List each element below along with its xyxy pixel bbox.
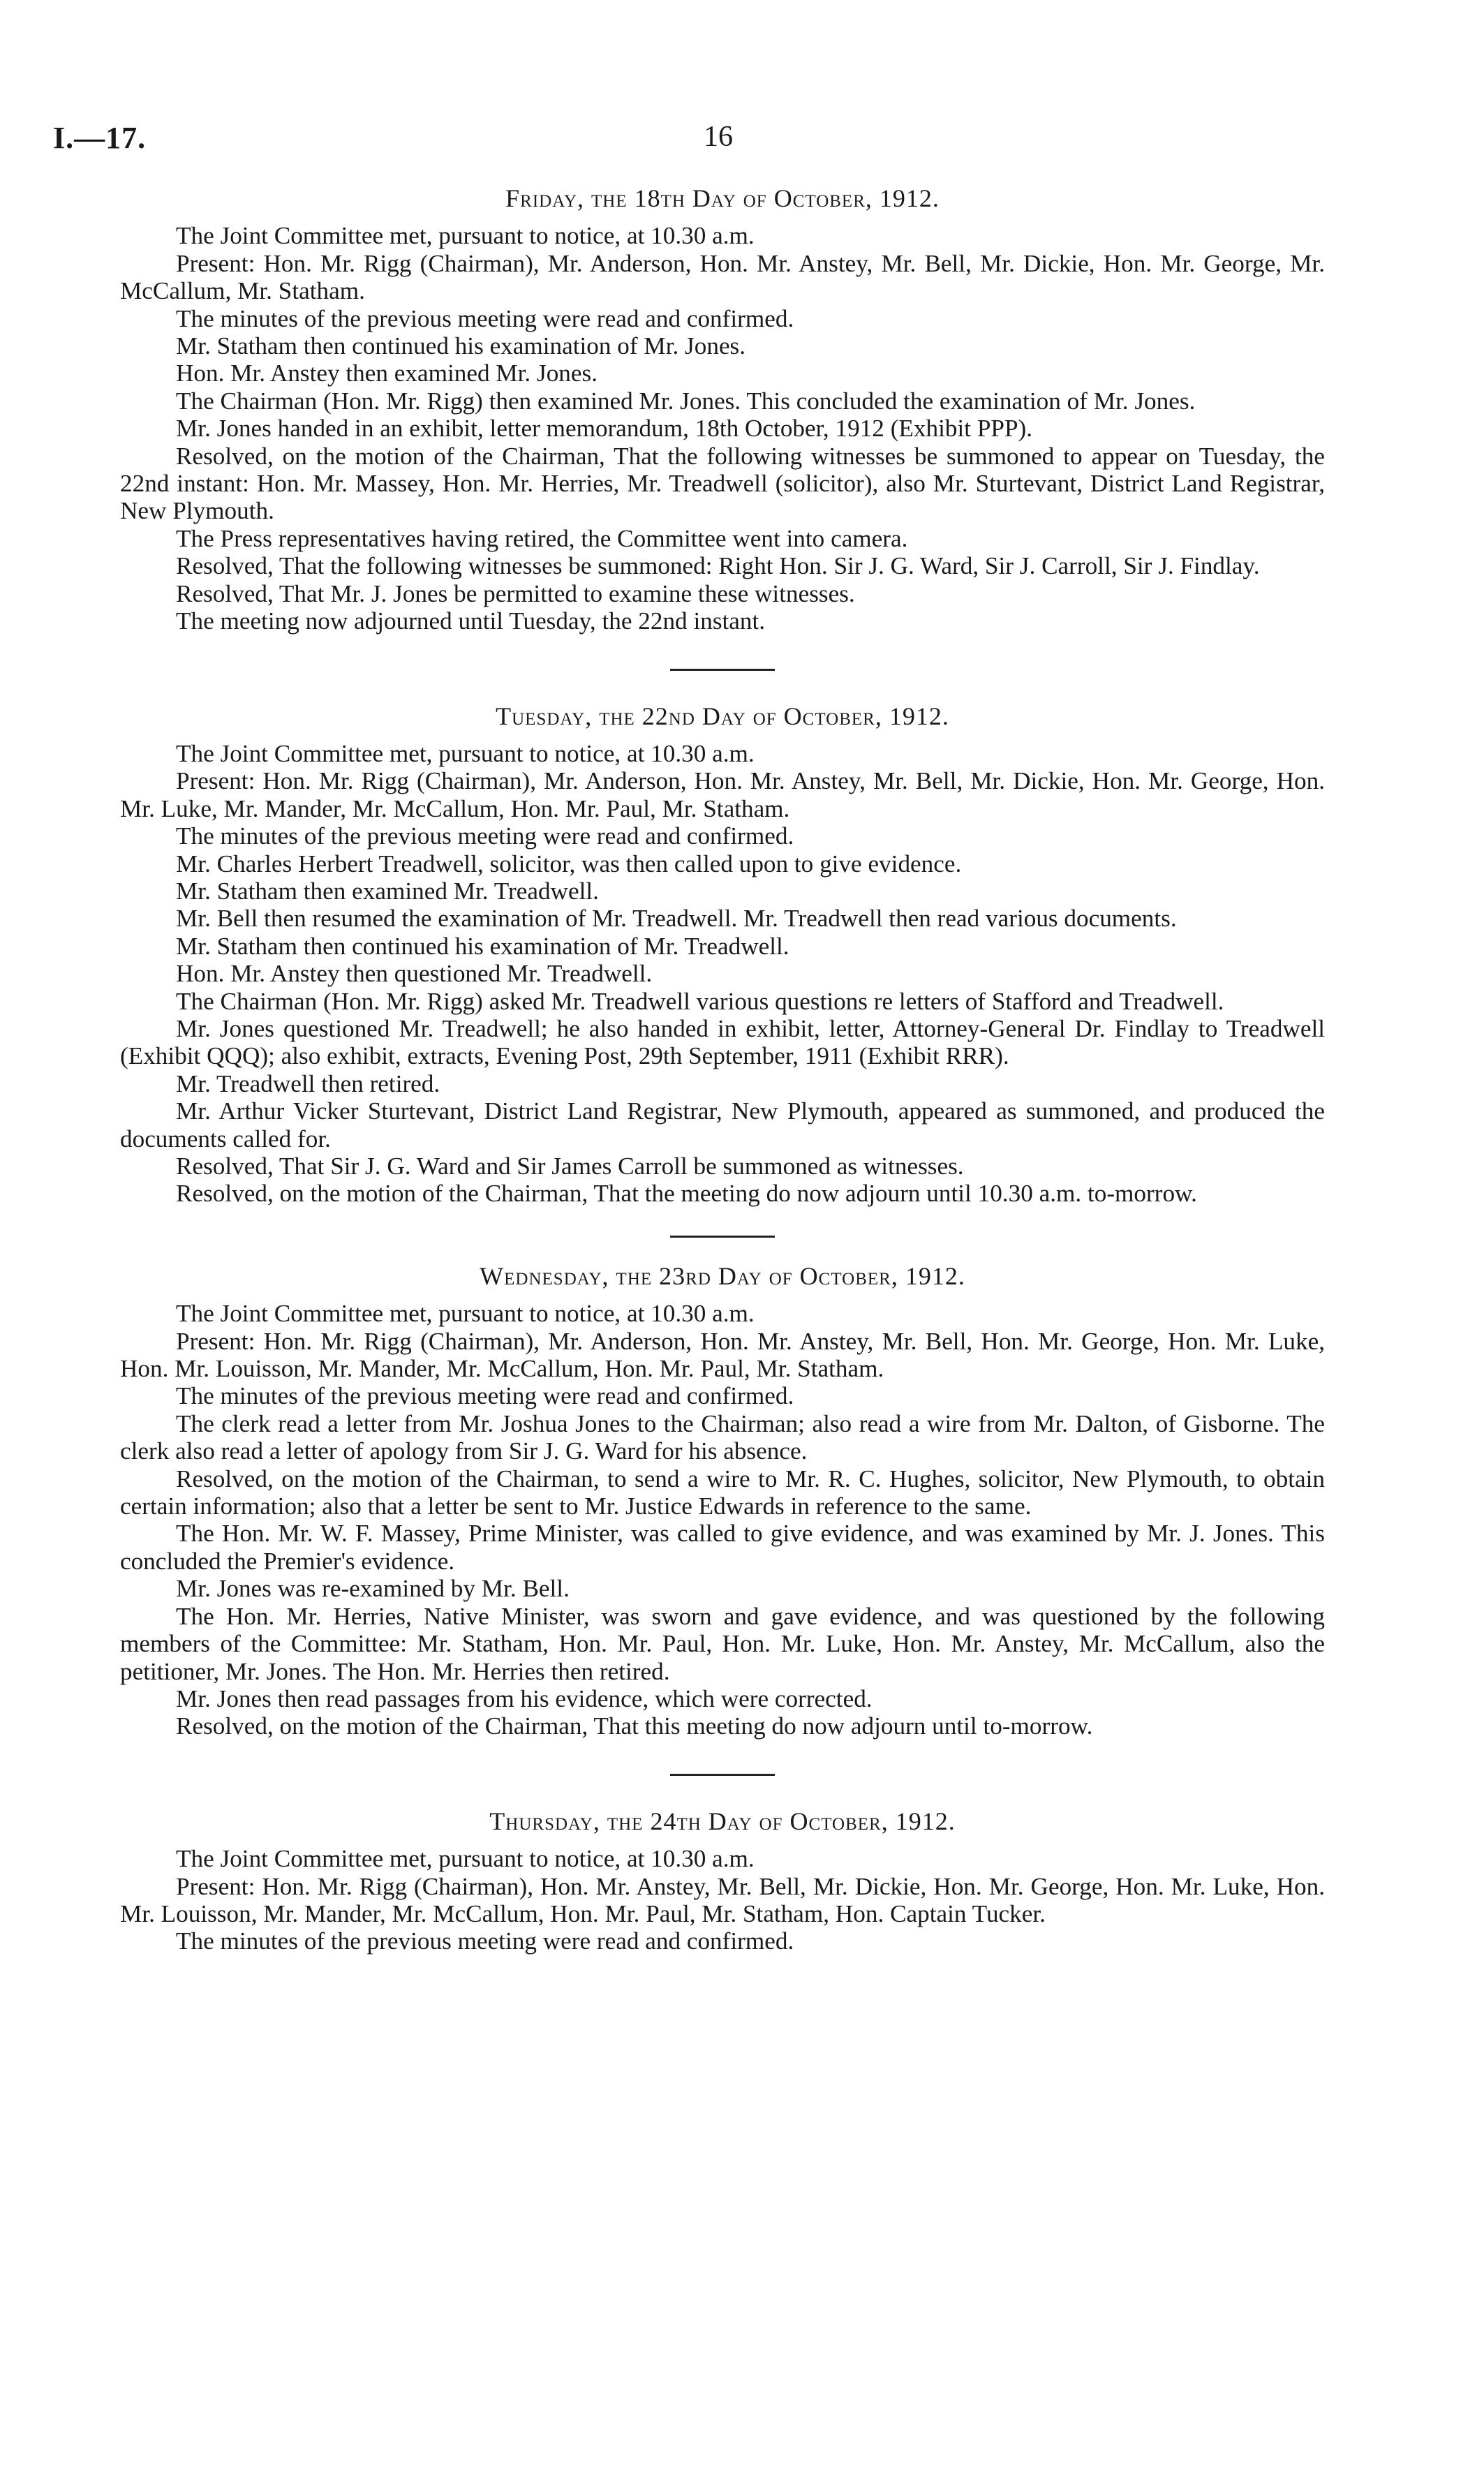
paragraph: The minutes of the previous meeting were read and confirmed. <box>176 1382 794 1410</box>
paragraph: The Joint Committee met, pursuant to notice, at 10.30 a.m. <box>176 1300 755 1328</box>
paragraph: The minutes of the previous meeting were read and confirmed. <box>176 1927 794 1955</box>
paragraph: Present: Hon. Mr. Rigg (Chairman), Mr. Anderson, Hon. Mr. Anstey, Mr. Bell, Hon. Mr. George, Hon. Mr. Luke, Hon. Mr. Louisson, Mr. Mander, Mr. McCallum, Hon. Mr. Paul, Mr. Statham. <box>120 1327 1325 1383</box>
paragraph: Resolved, on the motion of the Chairman, That the following witnesses be summoned to appear on Tuesday, the 22nd instant: Hon. Mr. Massey, Hon. Mr. Herries, Mr. Treadwell (solicitor), also Mr. Sturtevant, District Land Registrar, New Plymouth. <box>120 442 1325 525</box>
paragraph: The meeting now adjourned until Tuesday, the 22nd instant. <box>176 607 766 635</box>
paragraph: Resolved, on the motion of the Chairman, That the meeting do now adjourn until 10.30 a.m. to-morrow. <box>176 1180 1197 1208</box>
section-divider <box>670 1236 775 1238</box>
paragraph: Mr. Jones questioned Mr. Treadwell; he also handed in exhibit, letter, Attorney-General Dr. Findlay to Treadwell (Exhibit QQQ); also exhibit, extracts, Evening Post, 29th September, 1911 (Exhibit RRR). <box>120 1014 1325 1070</box>
paragraph: Mr. Charles Herbert Treadwell, solicitor, was then called upon to give evidence. <box>176 850 962 877</box>
minutes-body <box>120 185 1325 1955</box>
paragraph: Mr. Treadwell then retired. <box>176 1069 440 1097</box>
paragraph: The Joint Committee met, pursuant to notice, at 10.30 a.m. <box>176 222 755 250</box>
paragraph: Mr. Statham then continued his examination of Mr. Jones. <box>176 332 746 360</box>
page-number: 16 <box>704 121 733 153</box>
paragraph: The Joint Committee met, pursuant to notice, at 10.30 a.m. <box>176 739 755 767</box>
paragraph: The Hon. Mr. W. F. Massey, Prime Minister, was called to give evidence, and was examined by Mr. J. Jones. This concluded the Premier's evidence. <box>120 1520 1325 1575</box>
minutes-section-wednesday <box>120 1263 1325 1740</box>
paragraph: Present: Hon. Mr. Rigg (Chairman), Mr. Anderson, Hon. Mr. Anstey, Mr. Bell, Mr. Dickie, Hon. Mr. George, Hon. Mr. Luke, Mr. Mander, Mr. McCallum, Hon. Mr. Paul, Mr. Statham. <box>120 767 1325 822</box>
paper-reference: I.—17. <box>53 121 147 155</box>
paragraph: The Hon. Mr. Herries, Native Minister, was sworn and gave evidence, and was questioned by the following members of the Committee: Mr. Statham, Hon. Mr. Paul, Hon. Mr. Luke, Hon. Mr. Anstey, Mr. McCallum, also the petitioner, Mr. Jones. The Hon. Mr. Herries then retired. <box>120 1602 1325 1685</box>
minutes-section-friday <box>120 185 1325 635</box>
minutes-section-thursday <box>120 1808 1325 1955</box>
paragraph: Mr. Arthur Vicker Sturtevant, District Land Registrar, New Plymouth, appeared as summoned, and produced the documents called for. <box>120 1097 1325 1153</box>
paragraph: The clerk read a letter from Mr. Joshua Jones to the Chairman; also read a wire from Mr. Dalton, of Gisborne. The clerk also read a letter of apology from Sir J. G. Ward for his absence. <box>120 1409 1325 1465</box>
paragraph: The Chairman (Hon. Mr. Rigg) then examined Mr. Jones. This concluded the examination of Mr. Jones. <box>176 387 1196 415</box>
paragraph: The Chairman (Hon. Mr. Rigg) asked Mr. Treadwell various questions re letters of Stafford and Treadwell. <box>176 987 1224 1015</box>
paragraph: The Joint Committee met, pursuant to notice, at 10.30 a.m. <box>176 1845 755 1873</box>
section-heading: Thursday, the 24th Day of October, 1912. <box>489 1807 956 1835</box>
paragraph: Mr. Statham then continued his examination of Mr. Treadwell. <box>176 932 789 960</box>
paragraph: Mr. Jones was re-examined by Mr. Bell. <box>176 1575 570 1603</box>
paragraph: Mr. Jones handed in an exhibit, letter memorandum, 18th October, 1912 (Exhibit PPP). <box>176 415 1033 443</box>
section-heading: Wednesday, the 23rd Day of October, 1912. <box>480 1261 965 1290</box>
paragraph: Hon. Mr. Anstey then questioned Mr. Treadwell. <box>176 960 653 988</box>
paragraph: Resolved, on the motion of the Chairman, That this meeting do now adjourn until to-morrow. <box>176 1712 1093 1740</box>
paragraph: Present: Hon. Mr. Rigg (Chairman), Hon. Mr. Anstey, Mr. Bell, Mr. Dickie, Hon. Mr. George, Hon. Mr. Luke, Hon. Mr. Louisson, Mr. Mander, Mr. McCallum, Hon. Mr. Paul, Mr. Statham, Hon. Captain Tucker. <box>120 1872 1325 1927</box>
paragraph: The minutes of the previous meeting were read and confirmed. <box>176 304 794 332</box>
paragraph: Resolved, That Mr. J. Jones be permitted to examine these witnesses. <box>176 579 855 607</box>
paragraph: Resolved, That the following witnesses be summoned: Right Hon. Sir J. G. Ward, Sir J. Carroll, Sir J. Findlay. <box>176 552 1260 580</box>
paragraph: Hon. Mr. Anstey then examined Mr. Jones. <box>176 360 598 387</box>
paragraph: Resolved, That Sir J. G. Ward and Sir James Carroll be summoned as witnesses. <box>176 1153 964 1180</box>
section-divider <box>670 669 775 671</box>
paragraph: Present: Hon. Mr. Rigg (Chairman), Mr. Anderson, Hon. Mr. Anstey, Mr. Bell, Mr. Dickie, Hon. Mr. George, Mr. McCallum, Mr. Statham. <box>120 249 1325 305</box>
section-heading: Tuesday, the 22nd Day of October, 1912. <box>496 702 949 730</box>
paragraph: The minutes of the previous meeting were read and confirmed. <box>176 822 794 850</box>
section-heading: Friday, the 18th Day of October, 1912. <box>505 184 940 212</box>
section-divider <box>670 1774 775 1776</box>
paragraph: Mr. Statham then examined Mr. Treadwell. <box>176 877 599 905</box>
paragraph: Mr. Jones then read passages from his evidence, which were corrected. <box>176 1684 873 1712</box>
paragraph: Resolved, on the motion of the Chairman, to send a wire to Mr. R. C. Hughes, solicitor, New Plymouth, to obtain certain information; also that a letter be sent to Mr. Justice Edwards in reference to the same. <box>120 1465 1325 1520</box>
minutes-section-tuesday <box>120 703 1325 1208</box>
paragraph: Mr. Bell then resumed the examination of Mr. Treadwell. Mr. Treadwell then read various documents. <box>176 905 1177 933</box>
paragraph: The Press representatives having retired, the Committee went into camera. <box>176 524 908 552</box>
